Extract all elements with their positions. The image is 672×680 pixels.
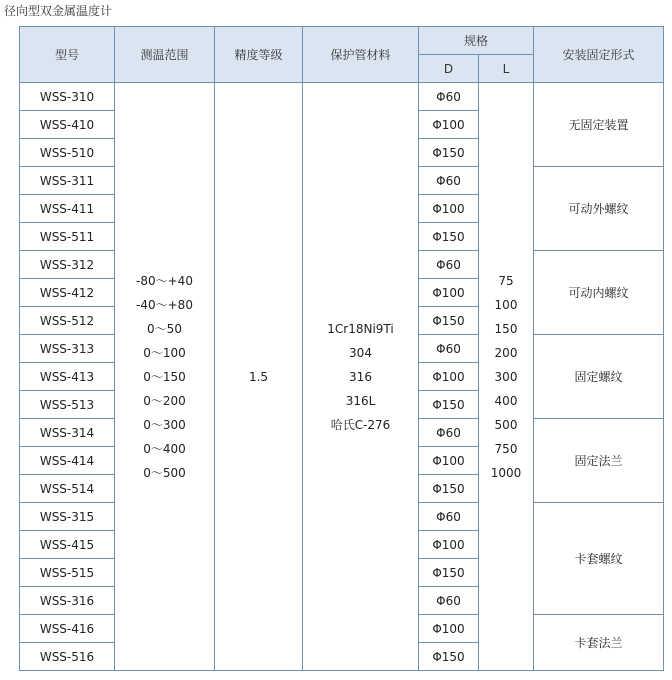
mount-cell: 固定螺纹 [534,335,664,419]
model-cell: WSS-413 [20,363,115,391]
d-cell: Φ100 [419,615,479,643]
mount-cell: 可动内螺纹 [534,251,664,335]
range-value: 0～50 [147,321,182,336]
range-value: 0～500 [143,465,186,480]
model-cell: WSS-415 [20,531,115,559]
header-range: 测温范围 [115,27,215,83]
header-accuracy: 精度等级 [215,27,303,83]
length-value: 300 [494,369,518,384]
mount-cell: 卡套螺纹 [534,503,664,615]
table-caption: 径向型双金属温度计 [4,4,113,18]
model-cell: WSS-511 [20,223,115,251]
range-value: 0～200 [143,393,186,408]
material-value: 316 [349,369,372,384]
d-cell: Φ100 [419,363,479,391]
d-cell: Φ100 [419,195,479,223]
header-d: D [419,55,479,83]
header-mount: 安装固定形式 [534,27,664,83]
material-value: 哈氏C-276 [330,417,391,432]
length-cell [479,83,534,671]
d-cell: Φ150 [419,475,479,503]
model-cell: WSS-311 [20,167,115,195]
material-value: 304 [349,345,372,360]
mount-cell: 卡套法兰 [534,615,664,671]
model-cell: WSS-512 [20,307,115,335]
model-cell: WSS-516 [20,643,115,671]
model-cell: WSS-513 [20,391,115,419]
range-cell [115,83,215,671]
model-cell: WSS-411 [20,195,115,223]
model-cell: WSS-510 [20,139,115,167]
mount-cell: 无固定装置 [534,83,664,167]
length-value: 1000 [490,465,522,480]
range-value: -40～+80 [136,297,193,312]
model-cell: WSS-412 [20,279,115,307]
d-cell: Φ150 [419,559,479,587]
accuracy-cell: 1.5 [215,83,303,671]
d-cell: Φ100 [419,279,479,307]
length-value: 500 [494,417,518,432]
d-cell: Φ150 [419,307,479,335]
d-cell: Φ60 [419,419,479,447]
table-row [20,83,664,111]
material-value: 1Cr18Ni9Ti [327,321,394,336]
spec-table [19,26,664,671]
model-cell: WSS-416 [20,615,115,643]
d-cell: Φ150 [419,391,479,419]
length-value: 150 [494,321,518,336]
range-value: -80～+40 [136,273,193,288]
d-cell: Φ150 [419,139,479,167]
model-cell: WSS-414 [20,447,115,475]
d-cell: Φ60 [419,335,479,363]
d-cell: Φ60 [419,167,479,195]
d-cell: Φ150 [419,643,479,671]
model-cell: WSS-316 [20,587,115,615]
model-cell: WSS-410 [20,111,115,139]
model-cell: WSS-312 [20,251,115,279]
range-value: 0～400 [143,441,186,456]
material-value: 316L [345,393,376,408]
length-value: 75 [498,273,514,288]
length-value: 100 [494,297,518,312]
d-cell: Φ100 [419,111,479,139]
model-cell: WSS-313 [20,335,115,363]
header-model: 型号 [20,27,115,83]
d-cell: Φ100 [419,531,479,559]
header-spec: 规格 [419,27,534,55]
model-cell: WSS-314 [20,419,115,447]
length-value: 400 [494,393,518,408]
model-cell: WSS-514 [20,475,115,503]
d-cell: Φ60 [419,503,479,531]
d-cell: Φ60 [419,251,479,279]
d-cell: Φ150 [419,223,479,251]
range-value: 0～100 [143,345,186,360]
mount-cell: 固定法兰 [534,419,664,503]
model-cell: WSS-315 [20,503,115,531]
mount-cell: 可动外螺纹 [534,167,664,251]
model-cell: WSS-515 [20,559,115,587]
model-cell: WSS-310 [20,83,115,111]
length-value: 750 [494,441,518,456]
d-cell: Φ60 [419,83,479,111]
d-cell: Φ60 [419,587,479,615]
range-value: 0～300 [143,417,186,432]
header-l: L [479,55,534,83]
material-cell [303,83,419,671]
d-cell: Φ100 [419,447,479,475]
header-material: 保护管材料 [303,27,419,83]
range-value: 0～150 [143,369,186,384]
length-value: 200 [494,345,518,360]
